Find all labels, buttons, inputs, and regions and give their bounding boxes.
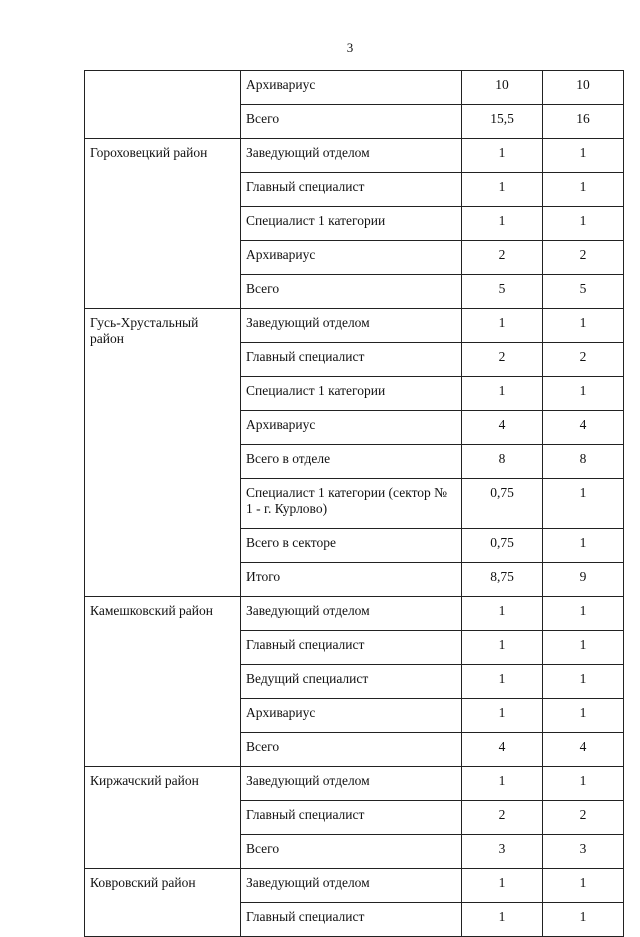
- position-cell: Главный специалист: [241, 801, 462, 835]
- page-number: 3: [346, 40, 354, 55]
- value-cell-2: 10: [543, 71, 624, 105]
- value-cell-2: 9: [543, 563, 624, 597]
- value-cell-1: 4: [462, 733, 543, 767]
- value-cell-2: 2: [543, 343, 624, 377]
- position-cell: Главный специалист: [241, 903, 462, 937]
- value-cell-1: 1: [462, 309, 543, 343]
- position-cell: Специалист 1 категории: [241, 377, 462, 411]
- position-cell: Архивариус: [241, 241, 462, 275]
- value-cell-2: 3: [543, 835, 624, 869]
- table-row: [85, 597, 624, 631]
- district-cell: Камешковский район: [85, 597, 241, 767]
- value-cell-2: 1: [543, 173, 624, 207]
- value-cell-2: 1: [543, 903, 624, 937]
- table-row: [85, 71, 624, 105]
- position-cell: Главный специалист: [241, 343, 462, 377]
- district-cell: [85, 71, 241, 139]
- value-cell-1: 1: [462, 699, 543, 733]
- position-cell: Главный специалист: [241, 173, 462, 207]
- position-cell: Специалист 1 категории: [241, 207, 462, 241]
- position-cell: Заведующий отделом: [241, 767, 462, 801]
- district-cell: Гороховецкий район: [85, 139, 241, 309]
- position-cell: Специалист 1 категории (сектор № 1 - г. Курлово): [241, 479, 462, 529]
- value-cell-1: 1: [462, 869, 543, 903]
- position-cell: Архивариус: [241, 699, 462, 733]
- table-row: [85, 309, 624, 343]
- value-cell-2: 4: [543, 411, 624, 445]
- value-cell-1: 1: [462, 597, 543, 631]
- position-cell: Всего: [241, 835, 462, 869]
- value-cell-1: 15,5: [462, 105, 543, 139]
- value-cell-1: 3: [462, 835, 543, 869]
- value-cell-2: 1: [543, 699, 624, 733]
- district-cell: Киржачский район: [85, 767, 241, 869]
- table-row: [85, 139, 624, 173]
- value-cell-1: 2: [462, 343, 543, 377]
- position-cell: Итого: [241, 563, 462, 597]
- position-cell: Архивариус: [241, 411, 462, 445]
- position-cell: Заведующий отделом: [241, 597, 462, 631]
- value-cell-2: 5: [543, 275, 624, 309]
- value-cell-1: 1: [462, 173, 543, 207]
- value-cell-1: 1: [462, 665, 543, 699]
- district-cell: Ковровский район: [85, 869, 241, 937]
- position-cell: Всего: [241, 105, 462, 139]
- value-cell-2: 1: [543, 529, 624, 563]
- value-cell-1: 1: [462, 767, 543, 801]
- position-cell: Архивариус: [241, 71, 462, 105]
- table-row: [85, 767, 624, 801]
- value-cell-1: 8,75: [462, 563, 543, 597]
- value-cell-1: 8: [462, 445, 543, 479]
- position-cell: Всего: [241, 275, 462, 309]
- position-cell: Заведующий отделом: [241, 139, 462, 173]
- value-cell-2: 1: [543, 631, 624, 665]
- value-cell-1: 1: [462, 377, 543, 411]
- value-cell-1: 1: [462, 631, 543, 665]
- value-cell-1: 2: [462, 801, 543, 835]
- value-cell-2: 2: [543, 241, 624, 275]
- value-cell-1: 0,75: [462, 479, 543, 529]
- value-cell-1: 1: [462, 903, 543, 937]
- value-cell-2: 1: [543, 139, 624, 173]
- value-cell-1: 1: [462, 207, 543, 241]
- value-cell-2: 2: [543, 801, 624, 835]
- position-cell: Главный специалист: [241, 631, 462, 665]
- district-cell: Гусь-Хрустальный район: [85, 309, 241, 597]
- position-cell: Всего в секторе: [241, 529, 462, 563]
- value-cell-2: 1: [543, 767, 624, 801]
- value-cell-1: 4: [462, 411, 543, 445]
- position-cell: Всего в отделе: [241, 445, 462, 479]
- value-cell-1: 1: [462, 139, 543, 173]
- value-cell-2: 1: [543, 665, 624, 699]
- table-row: [85, 869, 624, 903]
- value-cell-1: 0,75: [462, 529, 543, 563]
- value-cell-2: 8: [543, 445, 624, 479]
- value-cell-2: 1: [543, 377, 624, 411]
- position-cell: Заведующий отделом: [241, 869, 462, 903]
- value-cell-2: 1: [543, 869, 624, 903]
- value-cell-2: 1: [543, 207, 624, 241]
- value-cell-1: 10: [462, 71, 543, 105]
- value-cell-2: 1: [543, 479, 624, 529]
- value-cell-2: 16: [543, 105, 624, 139]
- position-cell: Ведущий специалист: [241, 665, 462, 699]
- value-cell-1: 2: [462, 241, 543, 275]
- value-cell-2: 1: [543, 597, 624, 631]
- value-cell-2: 1: [543, 309, 624, 343]
- position-cell: Заведующий отделом: [241, 309, 462, 343]
- staff-table: [84, 70, 624, 937]
- value-cell-1: 5: [462, 275, 543, 309]
- value-cell-2: 4: [543, 733, 624, 767]
- position-cell: Всего: [241, 733, 462, 767]
